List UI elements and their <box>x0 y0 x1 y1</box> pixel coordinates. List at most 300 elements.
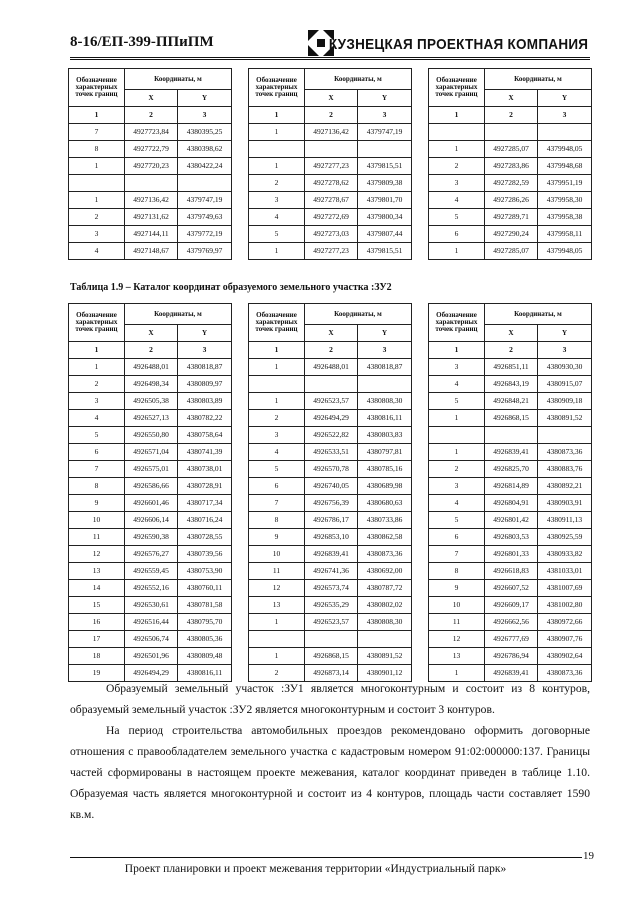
y-cell: 4380873,36 <box>358 546 412 563</box>
column-number: 3 <box>178 107 232 124</box>
page-number: 19 <box>583 850 594 862</box>
point-cell: 1 <box>249 124 305 141</box>
y-cell: 4379948,05 <box>538 141 592 158</box>
x-cell: 4926601,46 <box>125 495 178 512</box>
point-cell: 11 <box>69 529 125 546</box>
x-cell: 4926662,56 <box>485 614 538 631</box>
column-header-x: X <box>485 90 538 107</box>
coordinate-table <box>68 303 232 682</box>
y-cell <box>538 427 592 444</box>
table-row <box>249 512 412 529</box>
column-header-x: X <box>125 90 178 107</box>
y-cell: 4380803,83 <box>358 427 412 444</box>
x-cell: 4927144,11 <box>125 226 178 243</box>
table-row <box>249 393 412 410</box>
x-cell: 4926494,29 <box>305 410 358 427</box>
x-cell: 4927131,62 <box>125 209 178 226</box>
y-cell: 4380689,98 <box>358 478 412 495</box>
point-cell: 8 <box>69 141 125 158</box>
x-cell: 4926573,74 <box>305 580 358 597</box>
point-cell: 2 <box>429 158 485 175</box>
x-cell: 4926848,21 <box>485 393 538 410</box>
point-cell: 1 <box>429 410 485 427</box>
y-cell: 4379801,70 <box>358 192 412 209</box>
y-cell: 4380795,70 <box>178 614 232 631</box>
point-cell: 3 <box>429 175 485 192</box>
column-header-y: Y <box>538 90 592 107</box>
table-row <box>429 410 592 427</box>
table-row <box>69 158 232 175</box>
y-cell <box>538 124 592 141</box>
y-cell: 4380818,87 <box>178 359 232 376</box>
point-cell: 7 <box>69 461 125 478</box>
x-cell: 4927272,69 <box>305 209 358 226</box>
footer-text: Проект планировки и проект межевания территории «Индустриальный парк» <box>124 863 507 875</box>
x-cell: 4926740,05 <box>305 478 358 495</box>
x-cell: 4926814,89 <box>485 478 538 495</box>
point-cell: 13 <box>249 597 305 614</box>
table-row <box>69 461 232 478</box>
y-cell: 4380739,56 <box>178 546 232 563</box>
y-cell: 4379958,38 <box>538 209 592 226</box>
column-header-coordinates: Координаты, м <box>125 304 232 325</box>
y-cell: 4380915,07 <box>538 376 592 393</box>
paragraph-2: На период строительства автомобильных проездов рекомендовано оформить договорные отношения с правообладателем земельного участка с кадастровым номером 91:02:000000:137. Границы частей сформированы в настоящем проекте межевания, каталог координат приведен в таблице 1.10. Образуемая часть является многоконтурной и состоит из 4 контуров, площадь части составляет 1590 кв.м. <box>70 724 590 821</box>
paragraph-1: Образуемый земельный участок :ЗУ1 является многоконтурным и состоит из 8 контуров, образуемый земельный участок :ЗУ2 является многоконтурным и состоит 3 контуров. <box>70 682 590 716</box>
point-cell: 6 <box>429 529 485 546</box>
y-cell: 4380909,18 <box>538 393 592 410</box>
table-row <box>249 410 412 427</box>
column-number: 2 <box>485 107 538 124</box>
x-cell: 4927278,67 <box>305 192 358 209</box>
point-cell: 4 <box>429 495 485 512</box>
table-row <box>249 546 412 563</box>
x-cell: 4927278,62 <box>305 175 358 192</box>
table-row <box>429 243 592 260</box>
table-row <box>429 376 592 393</box>
table-row <box>69 226 232 243</box>
y-cell: 4380808,30 <box>358 614 412 631</box>
y-cell: 4379948,68 <box>538 158 592 175</box>
x-cell: 4927722,79 <box>125 141 178 158</box>
table-row <box>249 141 412 158</box>
column-header-x: X <box>305 90 358 107</box>
x-cell: 4926488,01 <box>305 359 358 376</box>
x-cell: 4926501,96 <box>125 648 178 665</box>
y-cell: 4380716,24 <box>178 512 232 529</box>
point-cell: 2 <box>69 376 125 393</box>
point-cell: 1 <box>429 243 485 260</box>
column-header-y: Y <box>358 325 412 342</box>
point-cell: 5 <box>249 226 305 243</box>
y-cell: 4380972,66 <box>538 614 592 631</box>
table-row <box>249 495 412 512</box>
table-row <box>429 124 592 141</box>
point-cell: 2 <box>249 175 305 192</box>
y-cell: 4380782,22 <box>178 410 232 427</box>
table-row <box>249 158 412 175</box>
x-cell: 4926803,53 <box>485 529 538 546</box>
table-row <box>69 175 232 192</box>
y-cell: 4380422,24 <box>178 158 232 175</box>
y-cell: 4381002,80 <box>538 597 592 614</box>
table-row <box>69 648 232 665</box>
point-cell: 2 <box>249 410 305 427</box>
x-cell: 4927283,86 <box>485 158 538 175</box>
x-cell: 4927285,07 <box>485 141 538 158</box>
point-cell: 5 <box>69 427 125 444</box>
table-row <box>429 359 592 376</box>
y-cell: 4380816,11 <box>178 665 232 682</box>
y-cell: 4380728,91 <box>178 478 232 495</box>
table-title: Таблица 1.9 – Каталог координат образуемого земельного участка :ЗУ2 <box>70 282 392 293</box>
column-number: 1 <box>429 107 485 124</box>
x-cell: 4926506,74 <box>125 631 178 648</box>
point-cell: 2 <box>249 665 305 682</box>
point-cell: 9 <box>429 580 485 597</box>
y-cell: 4380733,86 <box>358 512 412 529</box>
table-row <box>249 614 412 631</box>
y-cell: 4380809,97 <box>178 376 232 393</box>
table-row <box>429 478 592 495</box>
y-cell: 4380797,81 <box>358 444 412 461</box>
table-row <box>69 243 232 260</box>
table-row <box>249 580 412 597</box>
x-cell: 4926786,17 <box>305 512 358 529</box>
y-cell: 4380818,87 <box>358 359 412 376</box>
y-cell <box>178 175 232 192</box>
point-cell: 17 <box>69 631 125 648</box>
x-cell: 4926801,42 <box>485 512 538 529</box>
y-cell <box>358 141 412 158</box>
table-row <box>249 478 412 495</box>
table-row <box>249 427 412 444</box>
x-cell: 4926801,33 <box>485 546 538 563</box>
y-cell: 4380680,63 <box>358 495 412 512</box>
x-cell: 4926533,51 <box>305 444 358 461</box>
point-cell <box>249 631 305 648</box>
x-cell <box>485 124 538 141</box>
y-cell: 4380738,01 <box>178 461 232 478</box>
point-cell: 10 <box>429 597 485 614</box>
x-cell: 4926516,44 <box>125 614 178 631</box>
x-cell: 4926786,94 <box>485 648 538 665</box>
point-cell: 9 <box>249 529 305 546</box>
y-cell: 4380891,52 <box>358 648 412 665</box>
table-row <box>249 376 412 393</box>
y-cell: 4380907,76 <box>538 631 592 648</box>
y-cell <box>358 376 412 393</box>
y-cell: 4380911,13 <box>538 512 592 529</box>
x-cell: 4926494,29 <box>125 665 178 682</box>
table-row <box>429 512 592 529</box>
coordinate-table <box>428 303 592 682</box>
point-cell: 1 <box>249 648 305 665</box>
table-row <box>69 141 232 158</box>
point-cell: 12 <box>249 580 305 597</box>
table-row <box>69 359 232 376</box>
table-row <box>69 192 232 209</box>
x-cell: 4926618,83 <box>485 563 538 580</box>
column-number: 3 <box>358 107 412 124</box>
table-row <box>249 461 412 478</box>
y-cell: 4380741,39 <box>178 444 232 461</box>
column-number: 3 <box>538 342 592 359</box>
column-header-y: Y <box>178 325 232 342</box>
y-cell: 4379815,51 <box>358 158 412 175</box>
point-cell: 10 <box>249 546 305 563</box>
point-cell: 1 <box>429 665 485 682</box>
y-cell: 4380933,82 <box>538 546 592 563</box>
point-cell: 1 <box>69 359 125 376</box>
x-cell: 4926839,41 <box>305 546 358 563</box>
table-row <box>249 563 412 580</box>
y-cell: 4380873,36 <box>538 665 592 682</box>
x-cell <box>305 376 358 393</box>
table-row <box>429 546 592 563</box>
x-cell: 4926741,36 <box>305 563 358 580</box>
table-row <box>69 393 232 410</box>
y-cell: 4380808,30 <box>358 393 412 410</box>
x-cell: 4926851,11 <box>485 359 538 376</box>
y-cell: 4380809,48 <box>178 648 232 665</box>
table-row <box>69 124 232 141</box>
y-cell: 4379769,97 <box>178 243 232 260</box>
coordinate-table <box>248 303 412 682</box>
x-cell: 4927136,42 <box>305 124 358 141</box>
table-row <box>69 512 232 529</box>
x-cell: 4926571,04 <box>125 444 178 461</box>
point-cell: 12 <box>69 546 125 563</box>
x-cell: 4926505,38 <box>125 393 178 410</box>
column-header-coordinates: Координаты, м <box>305 69 412 90</box>
table-row <box>69 376 232 393</box>
y-cell: 4380873,36 <box>538 444 592 461</box>
table-row <box>69 478 232 495</box>
document-code: 8-16/ЕП-399-ППиПМ <box>70 34 214 50</box>
point-cell: 1 <box>249 243 305 260</box>
table-row <box>69 631 232 648</box>
column-header-point: Обозначение характерных точек границ <box>69 304 125 342</box>
table-row <box>69 563 232 580</box>
y-cell: 4380785,16 <box>358 461 412 478</box>
x-cell: 4927723,84 <box>125 124 178 141</box>
x-cell <box>305 631 358 648</box>
point-cell: 7 <box>69 124 125 141</box>
column-header-y: Y <box>538 325 592 342</box>
x-cell: 4927286,26 <box>485 192 538 209</box>
y-cell: 4380781,58 <box>178 597 232 614</box>
column-header-coordinates: Координаты, м <box>485 69 592 90</box>
column-number: 3 <box>538 107 592 124</box>
y-cell: 4379809,38 <box>358 175 412 192</box>
y-cell: 4379772,19 <box>178 226 232 243</box>
column-number: 1 <box>69 342 125 359</box>
y-cell: 4380903,91 <box>538 495 592 512</box>
x-cell: 4926576,27 <box>125 546 178 563</box>
point-cell: 3 <box>429 359 485 376</box>
table-row <box>429 529 592 546</box>
coordinate-table <box>68 68 232 260</box>
table-row <box>429 495 592 512</box>
table-row <box>249 444 412 461</box>
x-cell: 4926552,16 <box>125 580 178 597</box>
point-cell: 16 <box>69 614 125 631</box>
column-number: 2 <box>485 342 538 359</box>
y-cell: 4380816,11 <box>358 410 412 427</box>
x-cell: 4926777,69 <box>485 631 538 648</box>
x-cell: 4926607,52 <box>485 580 538 597</box>
y-cell: 4379948,05 <box>538 243 592 260</box>
point-cell: 18 <box>69 648 125 665</box>
table-row <box>249 226 412 243</box>
table-row <box>69 580 232 597</box>
x-cell: 4927277,23 <box>305 158 358 175</box>
point-cell <box>249 141 305 158</box>
y-cell: 4379800,34 <box>358 209 412 226</box>
y-cell: 4380760,11 <box>178 580 232 597</box>
y-cell: 4380803,89 <box>178 393 232 410</box>
coordinate-table <box>248 68 412 260</box>
y-cell <box>358 631 412 648</box>
column-header-point: Обозначение характерных точек границ <box>429 69 485 107</box>
x-cell: 4926575,01 <box>125 461 178 478</box>
x-cell: 4926498,34 <box>125 376 178 393</box>
y-cell: 4380902,64 <box>538 648 592 665</box>
table-row <box>249 124 412 141</box>
point-cell: 19 <box>69 665 125 682</box>
column-number: 2 <box>305 342 358 359</box>
point-cell: 5 <box>429 209 485 226</box>
column-number: 3 <box>358 342 412 359</box>
column-number: 2 <box>305 107 358 124</box>
column-number: 1 <box>249 107 305 124</box>
x-cell <box>485 427 538 444</box>
x-cell: 4927282,59 <box>485 175 538 192</box>
point-cell: 6 <box>249 478 305 495</box>
y-cell: 4380728,55 <box>178 529 232 546</box>
y-cell: 4380787,72 <box>358 580 412 597</box>
point-cell: 7 <box>429 546 485 563</box>
y-cell: 4380692,00 <box>358 563 412 580</box>
point-cell: 5 <box>429 393 485 410</box>
point-cell: 3 <box>249 427 305 444</box>
x-cell: 4926488,01 <box>125 359 178 376</box>
y-cell: 4380901,12 <box>358 665 412 682</box>
x-cell: 4926590,38 <box>125 529 178 546</box>
y-cell: 4379815,51 <box>358 243 412 260</box>
point-cell: 8 <box>429 563 485 580</box>
point-cell: 8 <box>249 512 305 529</box>
table-row <box>429 597 592 614</box>
x-cell: 4926825,70 <box>485 461 538 478</box>
x-cell: 4927148,67 <box>125 243 178 260</box>
x-cell: 4926586,66 <box>125 478 178 495</box>
y-cell: 4380758,64 <box>178 427 232 444</box>
point-cell <box>429 124 485 141</box>
point-cell: 1 <box>69 158 125 175</box>
y-cell: 4379958,30 <box>538 192 592 209</box>
table-row <box>249 597 412 614</box>
x-cell: 4926527,13 <box>125 410 178 427</box>
point-cell: 1 <box>249 359 305 376</box>
y-cell: 4380395,25 <box>178 124 232 141</box>
point-cell: 1 <box>249 614 305 631</box>
table-row <box>69 614 232 631</box>
x-cell: 4926609,17 <box>485 597 538 614</box>
table-row <box>69 546 232 563</box>
column-header-x: X <box>305 325 358 342</box>
table-row <box>429 580 592 597</box>
point-cell: 5 <box>249 461 305 478</box>
table-row <box>429 648 592 665</box>
y-cell: 4379747,19 <box>358 124 412 141</box>
y-cell: 4380883,76 <box>538 461 592 478</box>
x-cell: 4926804,91 <box>485 495 538 512</box>
x-cell: 4926530,61 <box>125 597 178 614</box>
x-cell: 4926550,80 <box>125 427 178 444</box>
x-cell: 4927720,23 <box>125 158 178 175</box>
point-cell: 1 <box>249 393 305 410</box>
table-row <box>429 444 592 461</box>
table-row <box>69 209 232 226</box>
point-cell: 3 <box>249 192 305 209</box>
x-cell: 4927136,42 <box>125 192 178 209</box>
x-cell: 4926523,57 <box>305 614 358 631</box>
table-row <box>249 648 412 665</box>
table-row <box>429 192 592 209</box>
table-row <box>429 158 592 175</box>
table-row <box>69 427 232 444</box>
table-row <box>429 631 592 648</box>
point-cell: 10 <box>69 512 125 529</box>
point-cell: 4 <box>429 376 485 393</box>
table-row <box>69 529 232 546</box>
y-cell: 4380717,34 <box>178 495 232 512</box>
table-row <box>429 427 592 444</box>
column-header-y: Y <box>178 90 232 107</box>
column-header-coordinates: Координаты, м <box>485 304 592 325</box>
point-cell: 1 <box>429 141 485 158</box>
column-number: 1 <box>429 342 485 359</box>
point-cell: 3 <box>429 478 485 495</box>
company-name: КУЗНЕЦКАЯ ПРОЕКТНАЯ КОМПАНИЯ <box>328 36 588 53</box>
table-row <box>69 597 232 614</box>
table-row <box>249 529 412 546</box>
table-row <box>249 631 412 648</box>
column-header-x: X <box>125 325 178 342</box>
table-row <box>69 444 232 461</box>
point-cell: 4 <box>69 243 125 260</box>
x-cell: 4926570,78 <box>305 461 358 478</box>
table-row <box>429 209 592 226</box>
point-cell: 1 <box>69 192 125 209</box>
point-cell: 4 <box>249 209 305 226</box>
table-row <box>69 410 232 427</box>
x-cell: 4926868,15 <box>485 410 538 427</box>
x-cell: 4926559,45 <box>125 563 178 580</box>
footer-divider <box>70 857 582 858</box>
point-cell <box>69 175 125 192</box>
point-cell: 9 <box>69 495 125 512</box>
x-cell: 4926606,14 <box>125 512 178 529</box>
x-cell: 4927290,24 <box>485 226 538 243</box>
x-cell: 4926853,10 <box>305 529 358 546</box>
x-cell: 4927289,71 <box>485 209 538 226</box>
point-cell: 7 <box>249 495 305 512</box>
point-cell: 1 <box>249 158 305 175</box>
column-header-point: Обозначение характерных точек границ <box>429 304 485 342</box>
